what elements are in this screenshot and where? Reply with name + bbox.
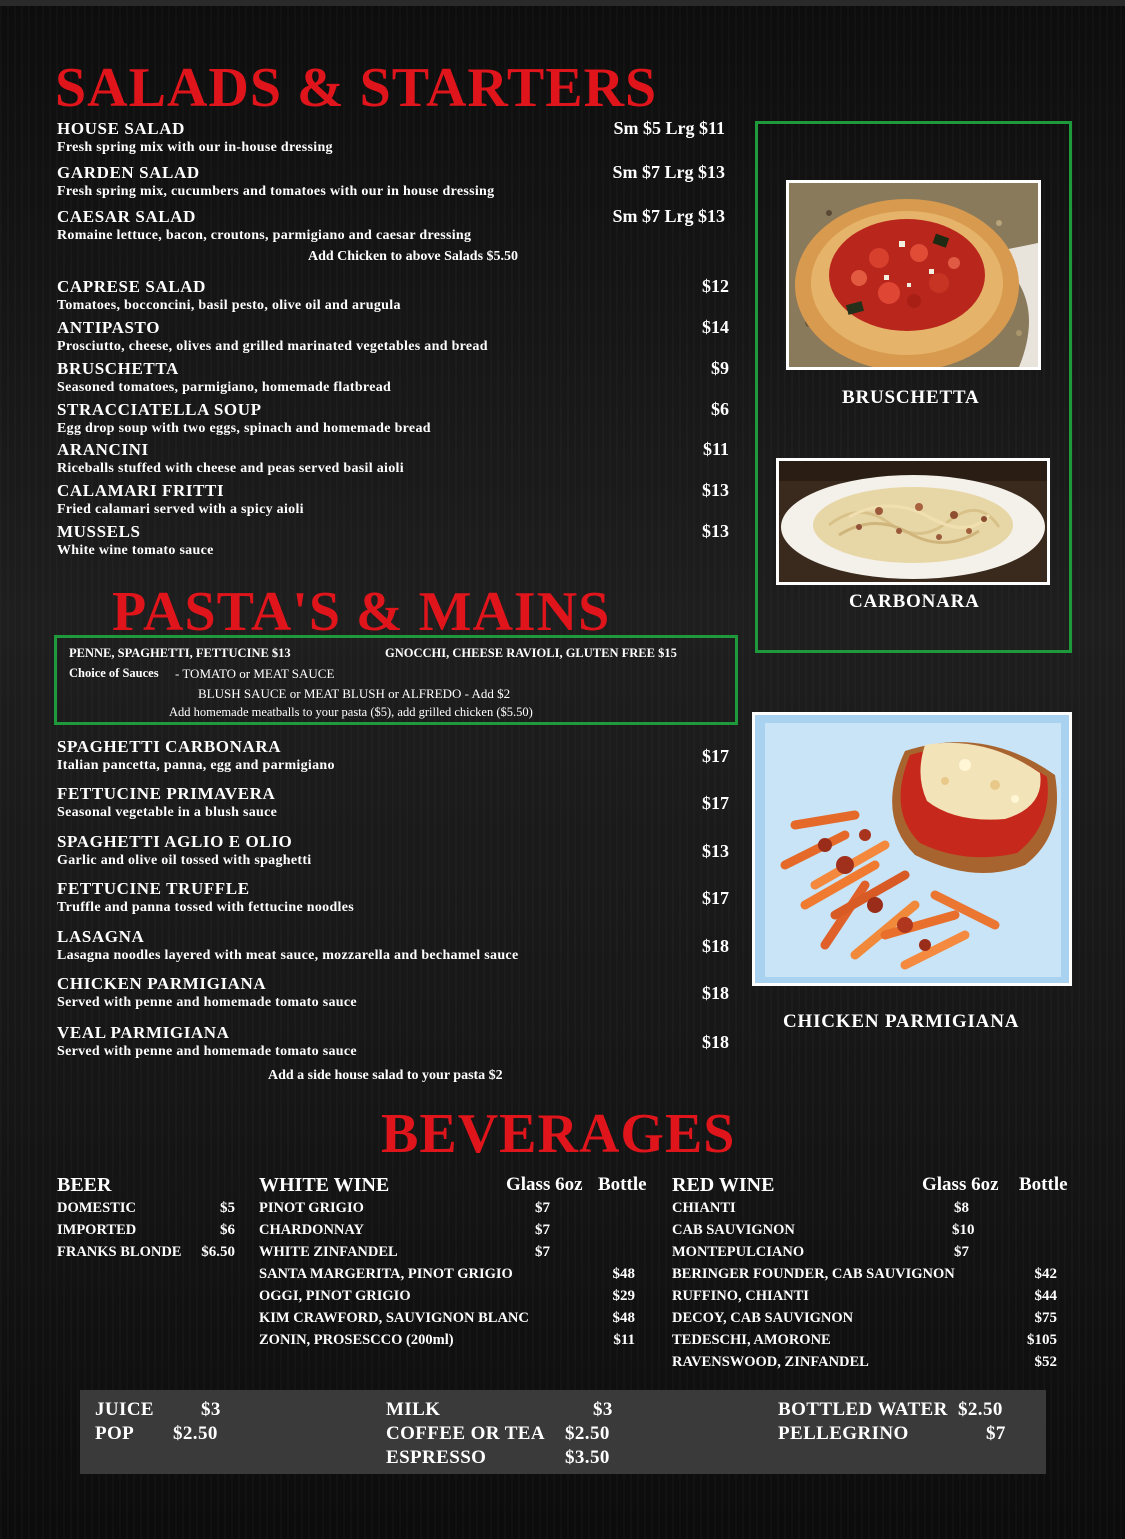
wine-name: ZONIN, PROSESCCO (200ml) bbox=[259, 1332, 454, 1348]
item-description: Fried calamari served with a spicy aioli bbox=[57, 502, 304, 517]
item-name: FETTUCINE PRIMAVERA bbox=[57, 784, 276, 803]
list-item bbox=[57, 163, 737, 201]
pasta-base-price: PENNE, SPAGHETTI, FETTUCINE $13 bbox=[69, 646, 291, 660]
item-name: GARDEN SALAD bbox=[57, 163, 200, 182]
wine-bottle-price: $105 bbox=[1027, 1332, 1057, 1348]
wine-name: WHITE ZINFANDEL bbox=[259, 1244, 398, 1260]
wine-name: RAVENSWOOD, ZINFANDEL bbox=[672, 1354, 869, 1370]
item-name: SPAGHETTI CARBONARA bbox=[57, 737, 282, 756]
list-item bbox=[57, 277, 729, 315]
white-wine-list bbox=[259, 1200, 639, 1360]
item-price: $13 bbox=[702, 841, 729, 861]
beer-price: $6 bbox=[220, 1222, 235, 1238]
drink-name: COFFEE OR TEA bbox=[386, 1423, 545, 1444]
list-item bbox=[57, 737, 729, 775]
wine-name: SANTA MARGERITA, PINOT GRIGIO bbox=[259, 1266, 513, 1282]
item-name: SPAGHETTI AGLIO E OLIO bbox=[57, 832, 293, 851]
wine-name: OGGI, PINOT GRIGIO bbox=[259, 1288, 411, 1304]
bruschetta-caption: BRUSCHETTA bbox=[842, 387, 980, 408]
item-price: Sm $7 Lrg $13 bbox=[612, 162, 725, 182]
wine-bottle-price: $48 bbox=[612, 1310, 635, 1326]
white-wine-bottle-header: Bottle bbox=[598, 1174, 647, 1195]
item-name: STRACCIATELLA SOUP bbox=[57, 400, 262, 419]
item-price: $17 bbox=[702, 888, 729, 908]
pasta-heading: PASTA'S & MAINS bbox=[112, 581, 611, 643]
bruschetta-image bbox=[789, 183, 1038, 367]
item-price: $17 bbox=[702, 793, 729, 813]
wine-bottle-price: $48 bbox=[612, 1266, 635, 1282]
item-description: Seasonal vegetable in a blush sauce bbox=[57, 805, 278, 820]
pasta-options-box bbox=[54, 635, 738, 725]
beer-name: DOMESTIC bbox=[57, 1200, 136, 1216]
pasta-premium-price: GNOCCHI, CHEESE RAVIOLI, GLUTEN FREE $15 bbox=[385, 646, 677, 660]
item-price: $13 bbox=[702, 480, 729, 500]
list-item bbox=[57, 522, 729, 560]
red-wine-list bbox=[672, 1200, 1060, 1380]
list-item bbox=[57, 927, 729, 965]
item-description: Seasoned tomatoes, parmigiano, homemade flatbread bbox=[57, 380, 392, 395]
carbonara-caption: CARBONARA bbox=[849, 591, 980, 612]
item-price: Sm $7 Lrg $13 bbox=[612, 206, 725, 226]
item-price: $14 bbox=[702, 317, 729, 337]
sauce-choice-label: Choice of Sauces bbox=[69, 666, 159, 680]
item-name: HOUSE SALAD bbox=[57, 119, 185, 138]
item-price: $13 bbox=[702, 521, 729, 541]
wine-name: CHIANTI bbox=[672, 1200, 736, 1216]
item-description: Romaine lettuce, bacon, croutons, parmigiano and caesar dressing bbox=[57, 228, 472, 243]
item-description: White wine tomato sauce bbox=[57, 543, 214, 558]
item-name: VEAL PARMIGIANA bbox=[57, 1023, 230, 1042]
item-name: ANTIPASTO bbox=[57, 318, 161, 337]
wine-glass-price: $8 bbox=[954, 1200, 969, 1216]
chicken-parmigiana-caption: CHICKEN PARMIGIANA bbox=[783, 1011, 1020, 1032]
drink-name: PELLEGRINO bbox=[778, 1423, 909, 1444]
wine-bottle-price: $11 bbox=[613, 1332, 635, 1348]
item-description: Tomatoes, bocconcini, basil pesto, olive oil and arugula bbox=[57, 298, 401, 313]
beverages-heading: BEVERAGES bbox=[381, 1103, 736, 1165]
sauce-choice-premium: BLUSH SAUCE or MEAT BLUSH or ALFREDO - Add $2 bbox=[198, 686, 511, 701]
item-description: Truffle and panna tossed with fettucine noodles bbox=[57, 900, 354, 915]
white-wine-glass-header: Glass 6oz bbox=[506, 1174, 583, 1195]
item-description: Riceballs stuffed with cheese and peas served basil aioli bbox=[57, 461, 404, 476]
wine-glass-price: $7 bbox=[954, 1244, 969, 1260]
wine-bottle-price: $75 bbox=[1034, 1310, 1057, 1326]
wine-name: DECOY, CAB SAUVIGNON bbox=[672, 1310, 854, 1326]
wine-name: MONTEPULCIANO bbox=[672, 1244, 805, 1260]
drink-price: $3 bbox=[593, 1399, 613, 1420]
salads-heading: SALADS & STARTERS bbox=[55, 57, 658, 119]
item-price: $18 bbox=[702, 1032, 729, 1052]
list-item bbox=[57, 359, 729, 397]
list-item bbox=[57, 974, 729, 1012]
wine-name: CHARDONNAY bbox=[259, 1222, 364, 1238]
bruschetta-photo bbox=[786, 180, 1041, 370]
wine-glass-price: $7 bbox=[535, 1200, 550, 1216]
sauce-choice-basic: - TOMATO or MEAT SAUCE bbox=[175, 666, 335, 681]
item-price: $18 bbox=[702, 983, 729, 1003]
drink-name: BOTTLED WATER bbox=[778, 1399, 948, 1420]
list-item bbox=[57, 832, 729, 870]
list-item bbox=[57, 318, 729, 356]
wine-glass-price: $7 bbox=[535, 1222, 550, 1238]
drink-name: JUICE bbox=[95, 1399, 155, 1420]
wine-name: BERINGER FOUNDER, CAB SAUVIGNON bbox=[672, 1266, 955, 1282]
item-price: $17 bbox=[702, 746, 729, 766]
white-wine-heading: WHITE WINE bbox=[259, 1174, 390, 1196]
item-price: $18 bbox=[702, 936, 729, 956]
list-item bbox=[57, 481, 729, 519]
wine-bottle-price: $44 bbox=[1034, 1288, 1057, 1304]
beer-price: $6.50 bbox=[201, 1244, 235, 1260]
wine-glass-price: $10 bbox=[952, 1222, 975, 1238]
red-wine-glass-header: Glass 6oz bbox=[922, 1174, 999, 1195]
item-name: CAPRESE SALAD bbox=[57, 277, 207, 296]
item-name: CALAMARI FRITTI bbox=[57, 481, 225, 500]
item-name: CAESAR SALAD bbox=[57, 207, 196, 226]
wine-name: CAB SAUVIGNON bbox=[672, 1222, 795, 1238]
item-description: Served with penne and homemade tomato sauce bbox=[57, 995, 357, 1010]
item-name: MUSSELS bbox=[57, 522, 141, 541]
list-item bbox=[57, 784, 729, 822]
wine-bottle-price: $52 bbox=[1034, 1354, 1057, 1370]
list-item bbox=[57, 879, 729, 917]
red-wine-heading: RED WINE bbox=[672, 1174, 775, 1196]
item-name: LASAGNA bbox=[57, 927, 145, 946]
drink-price: $2.50 bbox=[958, 1399, 1003, 1420]
list-item bbox=[57, 119, 737, 157]
other-drinks-bar bbox=[80, 1390, 1046, 1474]
item-description: Italian pancetta, panna, egg and parmigiano bbox=[57, 758, 335, 773]
beer-heading: BEER bbox=[57, 1174, 112, 1196]
item-price: $12 bbox=[702, 276, 729, 296]
item-description: Fresh spring mix, cucumbers and tomatoes with our in house dressing bbox=[57, 184, 495, 199]
item-description: Served with penne and homemade tomato sauce bbox=[57, 1044, 357, 1059]
drink-price: $2.50 bbox=[565, 1423, 610, 1444]
wine-name: TEDESCHI, AMORONE bbox=[672, 1332, 831, 1348]
drink-name: POP bbox=[95, 1423, 135, 1444]
item-price: Sm $5 Lrg $11 bbox=[613, 118, 725, 138]
wine-bottle-price: $29 bbox=[612, 1288, 635, 1304]
drink-price: $7 bbox=[986, 1423, 1006, 1444]
drink-name: ESPRESSO bbox=[386, 1447, 487, 1468]
item-description: Fresh spring mix with our in-house dressing bbox=[57, 140, 333, 155]
item-description: Egg drop soup with two eggs, spinach and homemade bread bbox=[57, 421, 431, 436]
item-price: $6 bbox=[711, 399, 729, 419]
wine-glass-price: $7 bbox=[535, 1244, 550, 1260]
drink-price: $3.50 bbox=[565, 1447, 610, 1468]
carbonara-photo bbox=[776, 458, 1050, 585]
chicken-parmigiana-photo bbox=[752, 712, 1072, 986]
beer-name: IMPORTED bbox=[57, 1222, 137, 1238]
wine-bottle-price: $42 bbox=[1034, 1266, 1057, 1282]
drink-name: MILK bbox=[386, 1399, 441, 1420]
pasta-addons: Add homemade meatballs to your pasta ($5), add grilled chicken ($5.50) bbox=[169, 705, 533, 719]
mains-addon-note: Add a side house salad to your pasta $2 bbox=[268, 1068, 503, 1083]
beer-name: FRANKS BLONDE bbox=[57, 1244, 182, 1260]
wine-name: RUFFINO, CHIANTI bbox=[672, 1288, 809, 1304]
item-description: Garlic and olive oil tossed with spaghetti bbox=[57, 853, 312, 868]
beer-price: $5 bbox=[220, 1200, 235, 1216]
red-wine-bottle-header: Bottle bbox=[1019, 1174, 1068, 1195]
item-price: $11 bbox=[702, 439, 729, 459]
item-name: ARANCINI bbox=[57, 440, 149, 459]
wine-name: PINOT GRIGIO bbox=[259, 1200, 364, 1216]
item-name: FETTUCINE TRUFFLE bbox=[57, 879, 250, 898]
item-name: BRUSCHETTA bbox=[57, 359, 179, 378]
salad-addon-note: Add Chicken to above Salads $5.50 bbox=[308, 249, 519, 264]
drink-price: $2.50 bbox=[173, 1423, 218, 1444]
item-description: Lasagna noodles layered with meat sauce, mozzarella and bechamel sauce bbox=[57, 948, 519, 963]
chicken-parmigiana-image bbox=[755, 715, 1069, 983]
list-item bbox=[57, 1023, 729, 1061]
list-item bbox=[57, 207, 737, 245]
drink-price: $3 bbox=[201, 1399, 221, 1420]
list-item bbox=[57, 440, 729, 478]
list-item bbox=[57, 400, 729, 438]
wine-name: KIM CRAWFORD, SAUVIGNON BLANC bbox=[259, 1310, 529, 1326]
item-price: $9 bbox=[711, 358, 729, 378]
item-name: CHICKEN PARMIGIANA bbox=[57, 974, 267, 993]
item-description: Prosciutto, cheese, olives and grilled marinated vegetables and bread bbox=[57, 339, 488, 354]
carbonara-image bbox=[779, 461, 1047, 582]
